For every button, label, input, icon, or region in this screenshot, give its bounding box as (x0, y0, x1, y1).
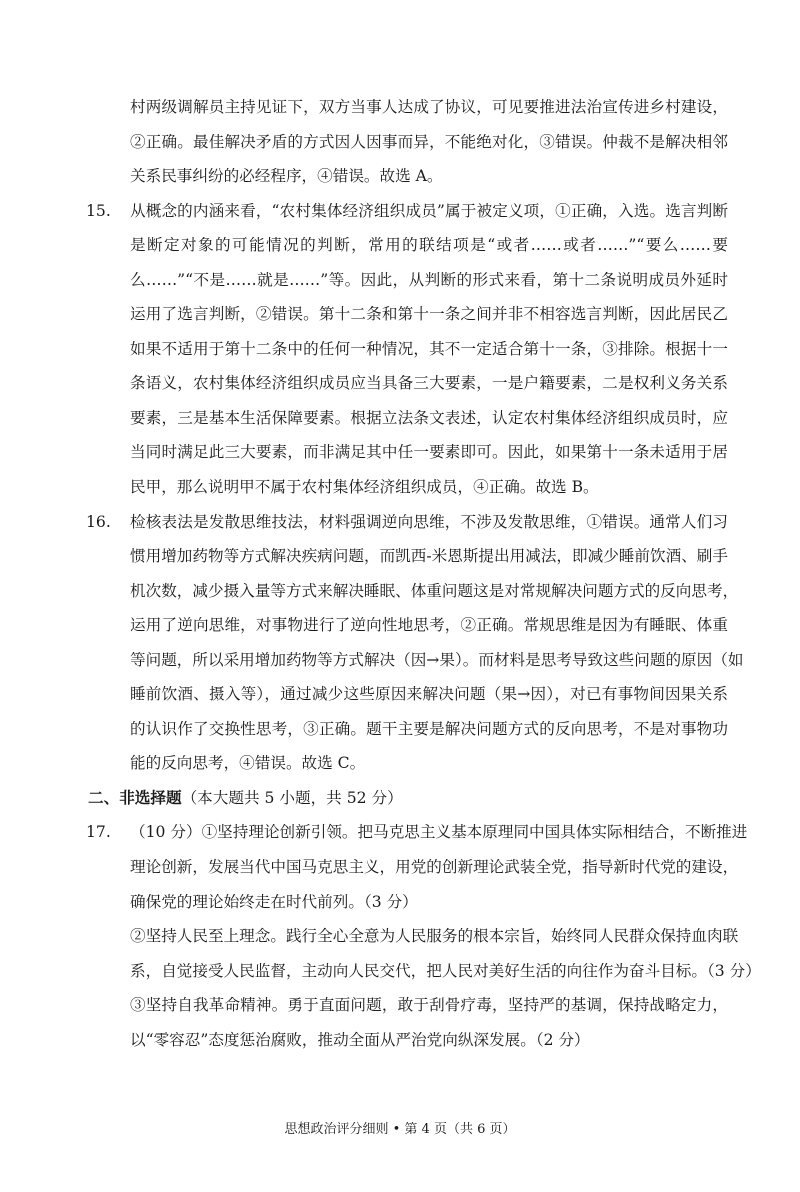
q16-line: 惯用增加药物等方式解决疾病问题，而凯西-米恩斯提出用减法，即减少睡前饮酒、刷手 (130, 547, 728, 566)
q16-line: 能的反向思考，④错误。故选 C。 (130, 754, 366, 773)
q16-line: 的认识作了交换性思考，③正确。题干主要是解决问题方式的反向思考，不是对事物功 (130, 719, 728, 738)
q15-line: 要素，三是基本生活保障要素。根据立法条文表述，认定农村集体经济组织成员时，应 (130, 408, 728, 427)
question-number: 16. (86, 512, 111, 531)
q15-line: 当同时满足此三大要素，而非满足其中任一要素即可。因此，如果第十一条未适用于居 (130, 443, 728, 462)
q17-line: 17. （10 分）①坚持理论创新引领。把马克思主义基本原理同中国具体实际相结合，不断推进 (0, 815, 800, 850)
q15-line: 民甲，那么说明甲不属于农村集体经济组织成员，④正确。故选 B。 (130, 478, 599, 497)
q15-line: 如果不适用于第十二条中的任何一种情况，其不一定适合第十一条，③排除。根据十一 (130, 339, 728, 358)
q16-line: 16. 检核表法是发散思维技法，材料强调逆向思维，不涉及发散思维，①错误。通常人们习 (0, 505, 800, 540)
q17-line: ③坚持自我革命精神。勇于直面问题，敢于刮骨疗毒，坚持严的基调，保持战略定力， (130, 996, 728, 1015)
q15-line: 么……”“不是……就是……”等。因此，从判断的形式来看，第十二条说明成员外延时 (130, 270, 728, 289)
q17-line: 以“零容忍”态度惩治腐败，推动全面从严治党向纵深发展。（2 分） (130, 1030, 590, 1049)
q15-line: 15. 从概念的内涵来看，“农村集体经济组织成员”属于被定义项，①正确，入选。选言判断 (0, 194, 800, 229)
q17-line: 系，自觉接受人民监督，主动向人民交代，把人民对美好生活的向往作为奋斗目标。（3 分） (130, 961, 761, 980)
q16-line: 运用了逆向思维，对事物进行了逆向性地思考，②正确。常规思维是因为有睡眠、体重 (130, 616, 728, 635)
section-title: 二、非选择题 (88, 788, 182, 807)
q17-line: 确保党的理论始终走在时代前列。（3 分） (130, 892, 418, 911)
document-page (0, 90, 800, 1057)
q15-line: 运用了选言判断，②错误。第十二条和第十一条之间并非不相容选言判断，因此居民乙 (130, 305, 728, 324)
q16-line: 等问题，所以采用增加药物等方式解决（因→果）。而材料是思考导致这些问题的原因（如 (130, 650, 744, 669)
section-heading (0, 781, 800, 816)
q14-line: ②正确。最佳解决矛盾的方式因人因事而异，不能绝对化，③错误。仲裁不是解决相邻 (130, 132, 728, 151)
section-note: （本大题共 5 小题，共 52 分） (181, 788, 403, 807)
q17-line: 理论创新，发展当代中国马克思主义，用党的创新理论武装全党，指导新时代党的建设， (130, 858, 739, 877)
page-footer: 思想政治评分细则 • 第 4 页（共 6 页） (284, 1122, 516, 1137)
q14-line: 村两级调解员主持见证下，双方当事人达成了协议，可见要推进法治宣传进乡村建设， (130, 98, 728, 116)
question-number: 15. (86, 201, 111, 220)
q16-line: 机次数，减少摄入量等方式来解决睡眠、体重问题这是对常规解决问题方式的反向思考， (130, 581, 739, 600)
question-number: 17. (86, 823, 111, 842)
q14-line: 关系民事纠纷的必经程序，④错误。故选 A。 (130, 167, 443, 186)
q17-line: ②坚持人民至上理念。践行全心全意为人民服务的根本宗旨，始终同人民群众保持血肉联 (130, 927, 739, 946)
q15-line: 是断定对象的可能情况的判断，常用的联结项是“或者……或者……”“要么……要 (130, 236, 728, 255)
q16-line: 睡前饮酒、摄入等），通过减少这些原因来解决问题（果→因），对已有事物间因果关系 (130, 685, 728, 704)
q15-line: 条语义，农村集体经济组织成员应当具备三大要素，一是户籍要素，二是权利义务关系 (130, 374, 728, 393)
